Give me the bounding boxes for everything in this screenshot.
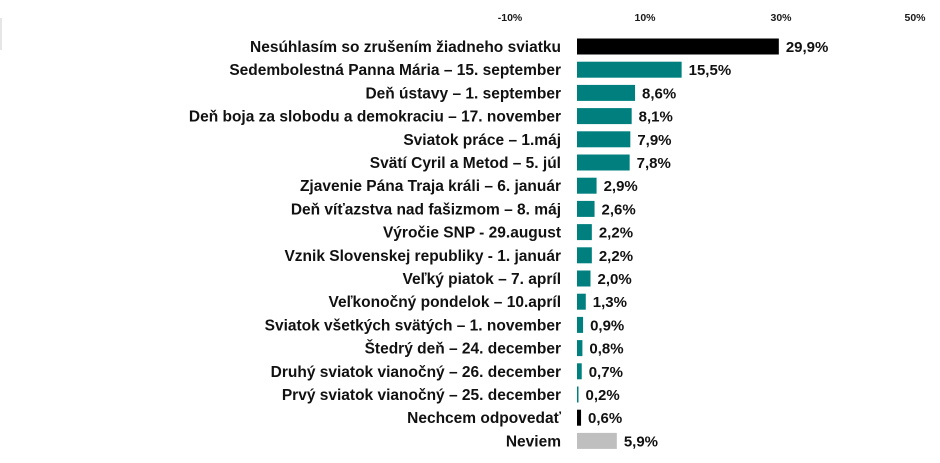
bar [577, 224, 592, 240]
category-label: Sviatok všetkých svätých – 1. november [264, 317, 561, 335]
bar [577, 317, 583, 333]
value-label: 7,8% [636, 155, 671, 172]
bar [577, 340, 582, 356]
value-label: 5,9% [623, 433, 659, 451]
value-label: 29,9% [785, 39, 829, 56]
value-label: 0,2% [585, 387, 620, 404]
category-label: Neviem [505, 433, 561, 451]
bar [577, 85, 635, 101]
x-tick-label: 50% [904, 12, 926, 24]
category-label: Veľký piatok – 7. apríl [402, 271, 561, 288]
value-label: 0,8% [589, 340, 624, 358]
bar [577, 62, 682, 78]
value-label: 0,6% [588, 410, 623, 428]
bar [577, 108, 632, 124]
value-label: 7,9% [637, 131, 672, 149]
x-axis-ticks [498, 12, 926, 24]
category-label: Druhý sviatok vianočný – 26. december [270, 363, 561, 381]
category-label: Zjavenie Pána Traja králi – 6. január [299, 178, 561, 196]
bar [577, 178, 597, 194]
value-label: 2,2% [598, 247, 634, 265]
bar [577, 387, 579, 403]
category-label: Svätí Cyril a Metod – 5. júl [369, 155, 561, 172]
bar [577, 155, 630, 171]
x-tick-label: 10% [634, 12, 656, 24]
bar [577, 363, 582, 379]
category-label: Deň ústavy – 1. september [365, 85, 561, 103]
bar [577, 433, 617, 449]
bar [577, 410, 581, 426]
category-label: Deň víťazstva nad fašizmom – 8. máj [290, 201, 561, 219]
value-label: 8,6% [642, 85, 677, 103]
bar [577, 271, 591, 287]
category-label: Deň boja za slobodu a demokraciu – 17. november [188, 108, 561, 126]
category-label: Prvý sviatok vianočný – 25. december [281, 387, 561, 404]
category-label: Sviatok práce – 1.máj [403, 131, 561, 149]
value-label: 2,2% [598, 224, 634, 242]
bar [577, 247, 592, 263]
value-label: 15,5% [688, 62, 732, 80]
value-label: 0,7% [588, 363, 623, 381]
x-tick-label: -10% [497, 12, 523, 24]
category-label: Veľkonočný pondelok – 10.apríl [328, 294, 561, 312]
category-label: Vznik Slovenskej republiky - 1. január [284, 247, 561, 265]
category-label: Štedrý deň – 24. december [364, 340, 561, 358]
value-label: 2,0% [597, 271, 632, 288]
bar [577, 294, 586, 310]
x-tick-label: 30% [770, 12, 792, 24]
bar [577, 201, 595, 217]
value-label: 1,3% [592, 294, 627, 312]
category-label: Nechcem odpovedať [407, 410, 561, 428]
value-label: 2,9% [603, 178, 638, 196]
value-label: 2,6% [601, 201, 636, 219]
category-labels [189, 39, 562, 450]
bar [577, 131, 630, 147]
value-label: 0,9% [590, 317, 625, 335]
category-label: Nesúhlasím so zrušením žiadneho sviatku [250, 39, 561, 56]
category-label: Výročie SNP - 29.august [382, 224, 561, 242]
value-label: 8,1% [638, 108, 673, 126]
category-label: Sedembolestná Panna Mária – 15. september [229, 62, 561, 80]
bar [577, 39, 779, 55]
